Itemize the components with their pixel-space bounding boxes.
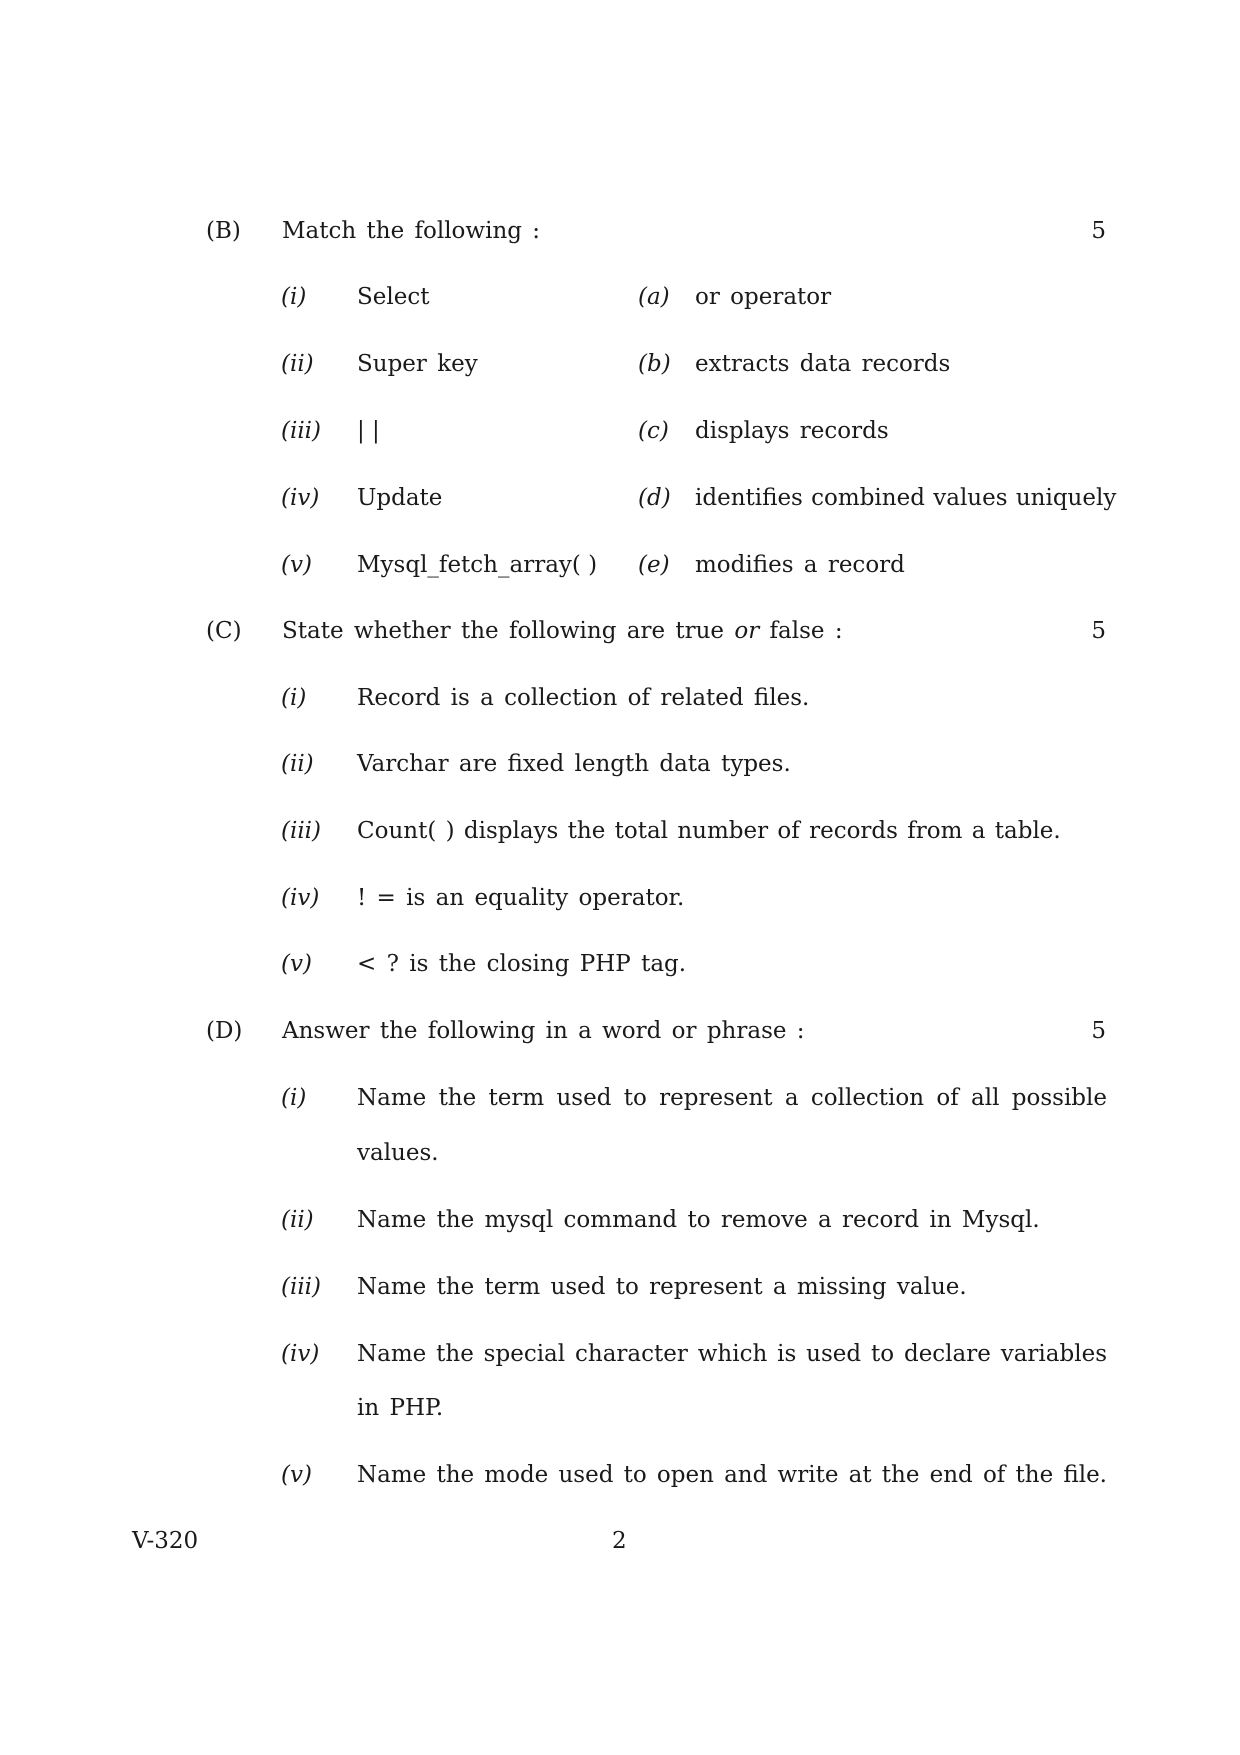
item-letter: (d)	[638, 485, 671, 511]
match-right-term: identifies combined values uniquely	[695, 485, 1117, 511]
match-row	[0, 414, 1240, 448]
section-marks: 5	[1091, 1018, 1106, 1044]
item-number: (iii)	[281, 418, 322, 444]
section-title-part: State whether the following are true	[282, 618, 735, 644]
item-text: ! = is an equality operator.	[357, 885, 685, 911]
list-item-continuation	[0, 1391, 1240, 1425]
list-item	[0, 814, 1240, 848]
item-number: (iv)	[281, 885, 320, 911]
paper-code: V-320	[132, 1528, 199, 1554]
item-letter: (c)	[638, 418, 669, 444]
section-marks: 5	[1091, 618, 1106, 644]
item-number: (iv)	[281, 485, 320, 511]
section-title-or: or	[734, 618, 760, 644]
list-item	[0, 1458, 1240, 1492]
match-right-term: displays records	[695, 418, 889, 444]
item-text: Varchar are fixed length data types.	[357, 751, 791, 777]
item-number: (i)	[281, 685, 307, 711]
item-letter: (b)	[638, 351, 671, 377]
item-text: Name the term used to represent a missing value.	[357, 1274, 967, 1300]
match-row	[0, 548, 1240, 582]
item-number: (i)	[281, 284, 307, 310]
match-left-term: Update	[357, 485, 443, 511]
section-b-header	[0, 214, 1240, 248]
item-text-line: in PHP.	[357, 1395, 444, 1421]
page-number: 2	[612, 1528, 627, 1554]
list-item	[0, 947, 1240, 981]
list-item	[0, 681, 1240, 715]
item-number: (v)	[281, 552, 312, 578]
match-row	[0, 481, 1240, 515]
match-right-term: or operator	[695, 284, 832, 310]
match-left-term: Super key	[357, 351, 478, 377]
item-number: (v)	[281, 1462, 312, 1488]
section-marks: 5	[1091, 218, 1106, 244]
item-text: Count( ) displays the total number of records from a table.	[357, 818, 1061, 844]
item-number: (v)	[281, 951, 312, 977]
match-left-term: Mysql_fetch_array( )	[357, 552, 598, 578]
list-item	[0, 1203, 1240, 1237]
match-right-term: modifies a record	[695, 552, 905, 578]
section-d-header	[0, 1014, 1240, 1048]
item-text-line: Name the special character which is used to declare variables	[357, 1341, 1107, 1367]
item-text-line: Name the term used to represent a collection of all possible	[357, 1085, 1107, 1111]
item-text: Record is a collection of related files.	[357, 685, 810, 711]
list-item	[0, 747, 1240, 781]
section-letter: (C)	[206, 618, 242, 644]
section-letter: (B)	[206, 218, 241, 244]
item-text: < ? is the closing PHP tag.	[357, 951, 687, 977]
match-row	[0, 280, 1240, 314]
match-left-term: Select	[357, 284, 430, 310]
match-left-term: | |	[357, 418, 380, 444]
item-number: (iii)	[281, 818, 322, 844]
match-right-term: extracts data records	[695, 351, 951, 377]
item-number: (i)	[281, 1085, 307, 1111]
item-text: Name the mysql command to remove a record in Mysql.	[357, 1207, 1040, 1233]
item-letter: (e)	[638, 552, 670, 578]
section-title: Match the following :	[282, 218, 541, 244]
section-c-header	[0, 614, 1240, 648]
match-row	[0, 347, 1240, 381]
item-text: Name the mode used to open and write at the end of the file.	[357, 1462, 1107, 1488]
item-letter: (a)	[638, 284, 670, 310]
section-letter: (D)	[206, 1018, 243, 1044]
page-footer	[0, 1524, 1240, 1558]
item-number: (iv)	[281, 1341, 320, 1367]
item-number: (ii)	[281, 751, 314, 777]
list-item	[0, 1270, 1240, 1304]
section-title: Answer the following in a word or phrase :	[282, 1018, 805, 1044]
item-text-line: values.	[357, 1140, 439, 1166]
section-title	[282, 614, 843, 648]
list-item	[0, 1081, 1240, 1115]
item-number: (ii)	[281, 1207, 314, 1233]
list-item	[0, 881, 1240, 915]
item-number: (ii)	[281, 351, 314, 377]
list-item	[0, 1337, 1240, 1371]
section-title-part: false :	[759, 618, 843, 644]
item-number: (iii)	[281, 1274, 322, 1300]
list-item-continuation	[0, 1136, 1240, 1170]
